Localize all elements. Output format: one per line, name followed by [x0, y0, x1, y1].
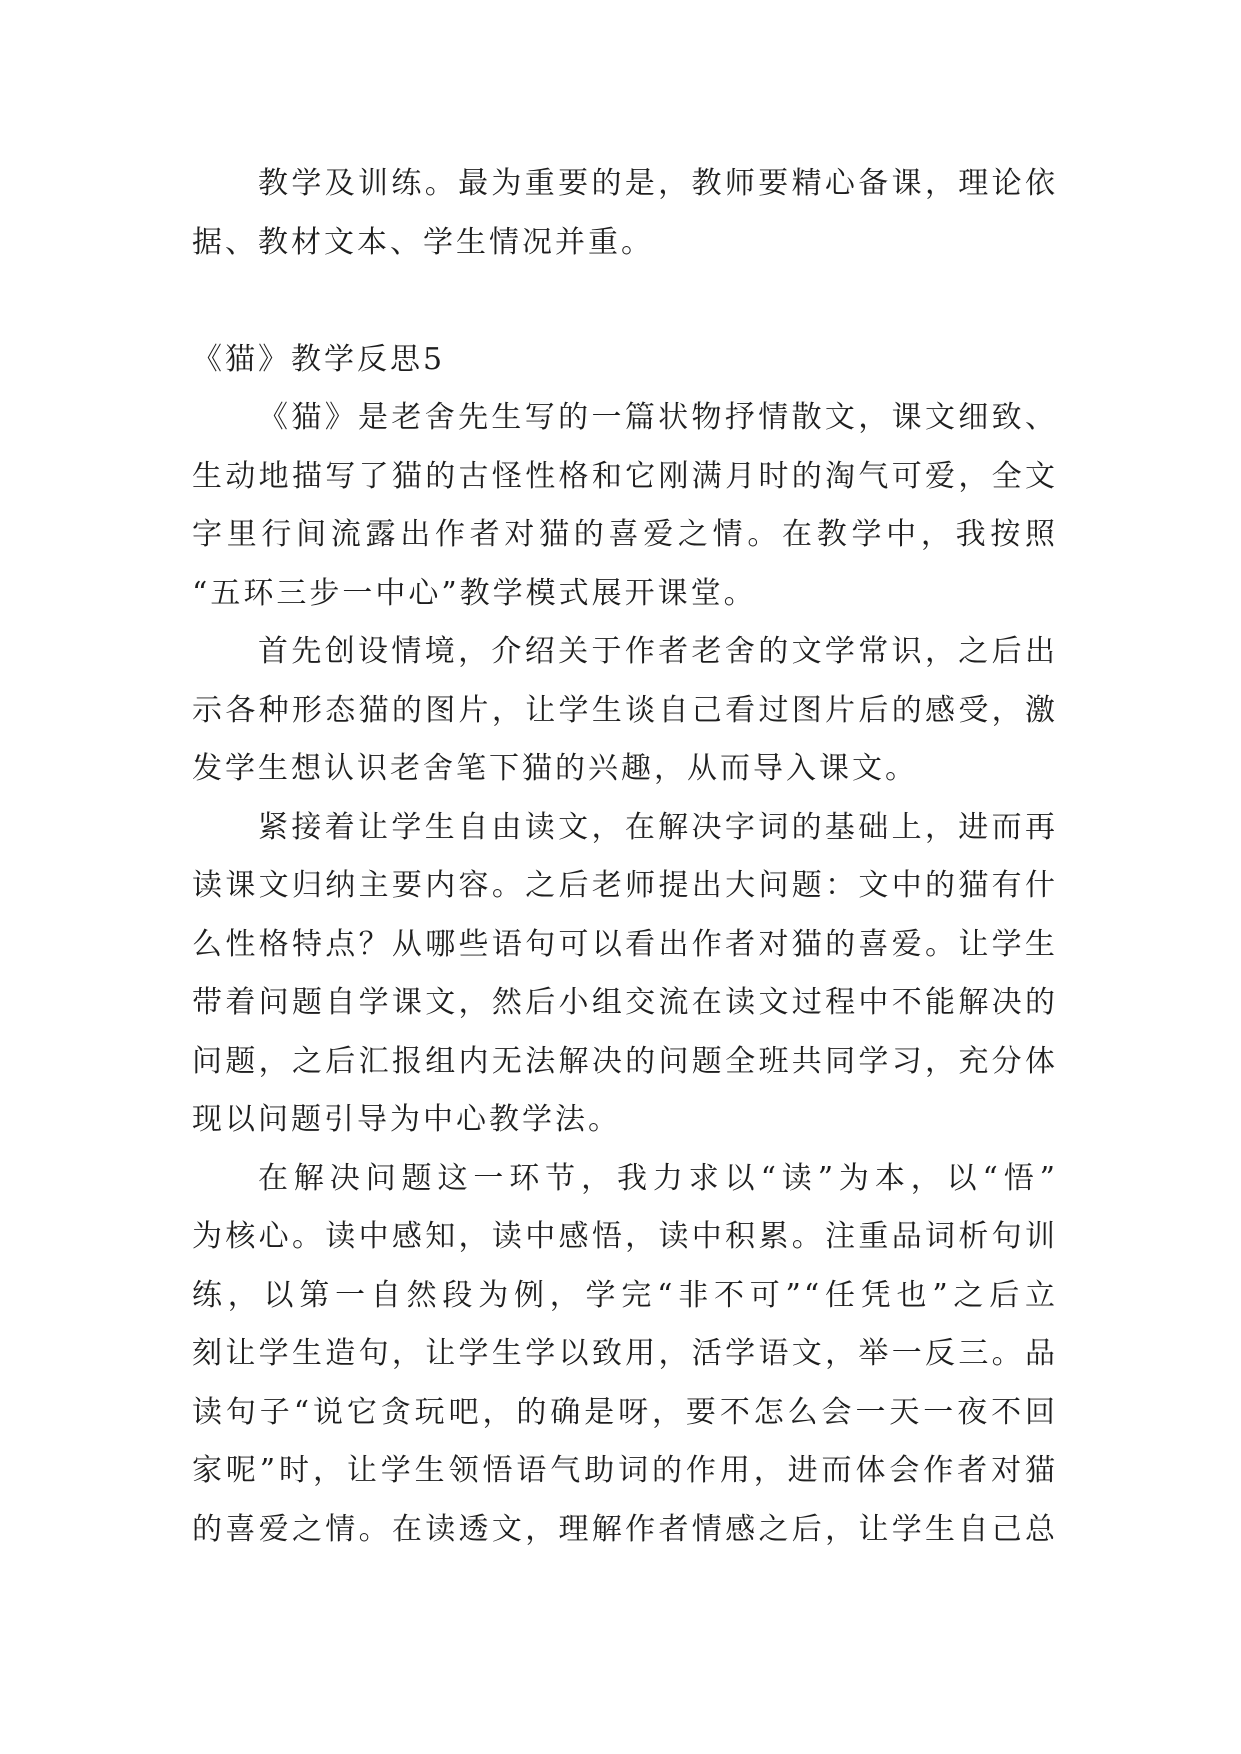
text-line: 生动地描写了猫的古怪性格和它刚满月时的淘气可爱，全文 — [192, 458, 1058, 494]
text-line: 为核心。读中感知，读中感悟，读中积累。注重品词析句训 — [192, 1219, 1058, 1254]
text-line: 示各种形态猫的图片，让学生谈自己看过图片后的感受，激 — [192, 692, 1058, 728]
text-line: 家呢”时，让学生领悟语气助词的作用，进而体会作者对猫 — [192, 1453, 1058, 1488]
text-line: 字里行间流露出作者对猫的喜爱之情。在教学中，我按照 — [192, 517, 1058, 552]
text-line: 的喜爱之情。在读透文，理解作者情感之后，让学生自己总 — [192, 1511, 1058, 1547]
text-line: 紧接着让学生自由读文，在解决字词的基础上，进而再 — [258, 809, 1058, 845]
text-line: 读课文归纳主要内容。之后老师提出大问题：文中的猫有什 — [192, 868, 1058, 903]
text-line: “五环三步一中心”教学模式展开课堂。 — [192, 575, 757, 611]
paragraph — [192, 623, 1058, 799]
document-body — [192, 155, 1058, 1559]
text-line: 带着问题自学课文，然后小组交流在读文过程中不能解决的 — [192, 985, 1058, 1020]
text-line: 在解决问题这一环节，我力求以“读”为本，以“悟” — [258, 1160, 1058, 1196]
text-line: 据、教材文本、学生情况并重。 — [192, 224, 654, 260]
paragraph — [192, 389, 1058, 623]
text-line: 现以问题引导为中心教学法。 — [192, 1102, 621, 1137]
text-line: 《猫》是老舍先生写的一篇状物抒情散文，课文细致、 — [258, 400, 1058, 435]
text-line: 刻让学生造句，让学生学以致用，活学语文，举一反三。品 — [192, 1336, 1058, 1371]
text-line: 读句子“说它贪玩吧，的确是呀，要不怎么会一天一夜不回 — [192, 1394, 1058, 1430]
text-line: 么性格特点？从哪些语句可以看出作者对猫的喜爱。让学生 — [192, 926, 1058, 962]
text-line: 首先创设情境，介绍关于作者老舍的文学常识，之后出 — [258, 634, 1058, 669]
text-line: 问题，之后汇报组内无法解决的问题全班共同学习，充分体 — [192, 1043, 1058, 1079]
blank-line — [192, 272, 1058, 331]
text-line: 发学生想认识老舍笔下猫的兴趣，从而导入课文。 — [192, 751, 918, 786]
paragraph — [192, 1150, 1058, 1560]
text-line: 教学及训练。最为重要的是，教师要精心备课，理论依 — [258, 166, 1058, 201]
section-title: 《猫》教学反思5 — [192, 341, 446, 377]
text-line: 练，以第一自然段为例，学完“非不可”“任凭也”之后立 — [192, 1277, 1058, 1313]
paragraph — [192, 799, 1058, 1150]
paragraph-intro — [192, 155, 1058, 272]
